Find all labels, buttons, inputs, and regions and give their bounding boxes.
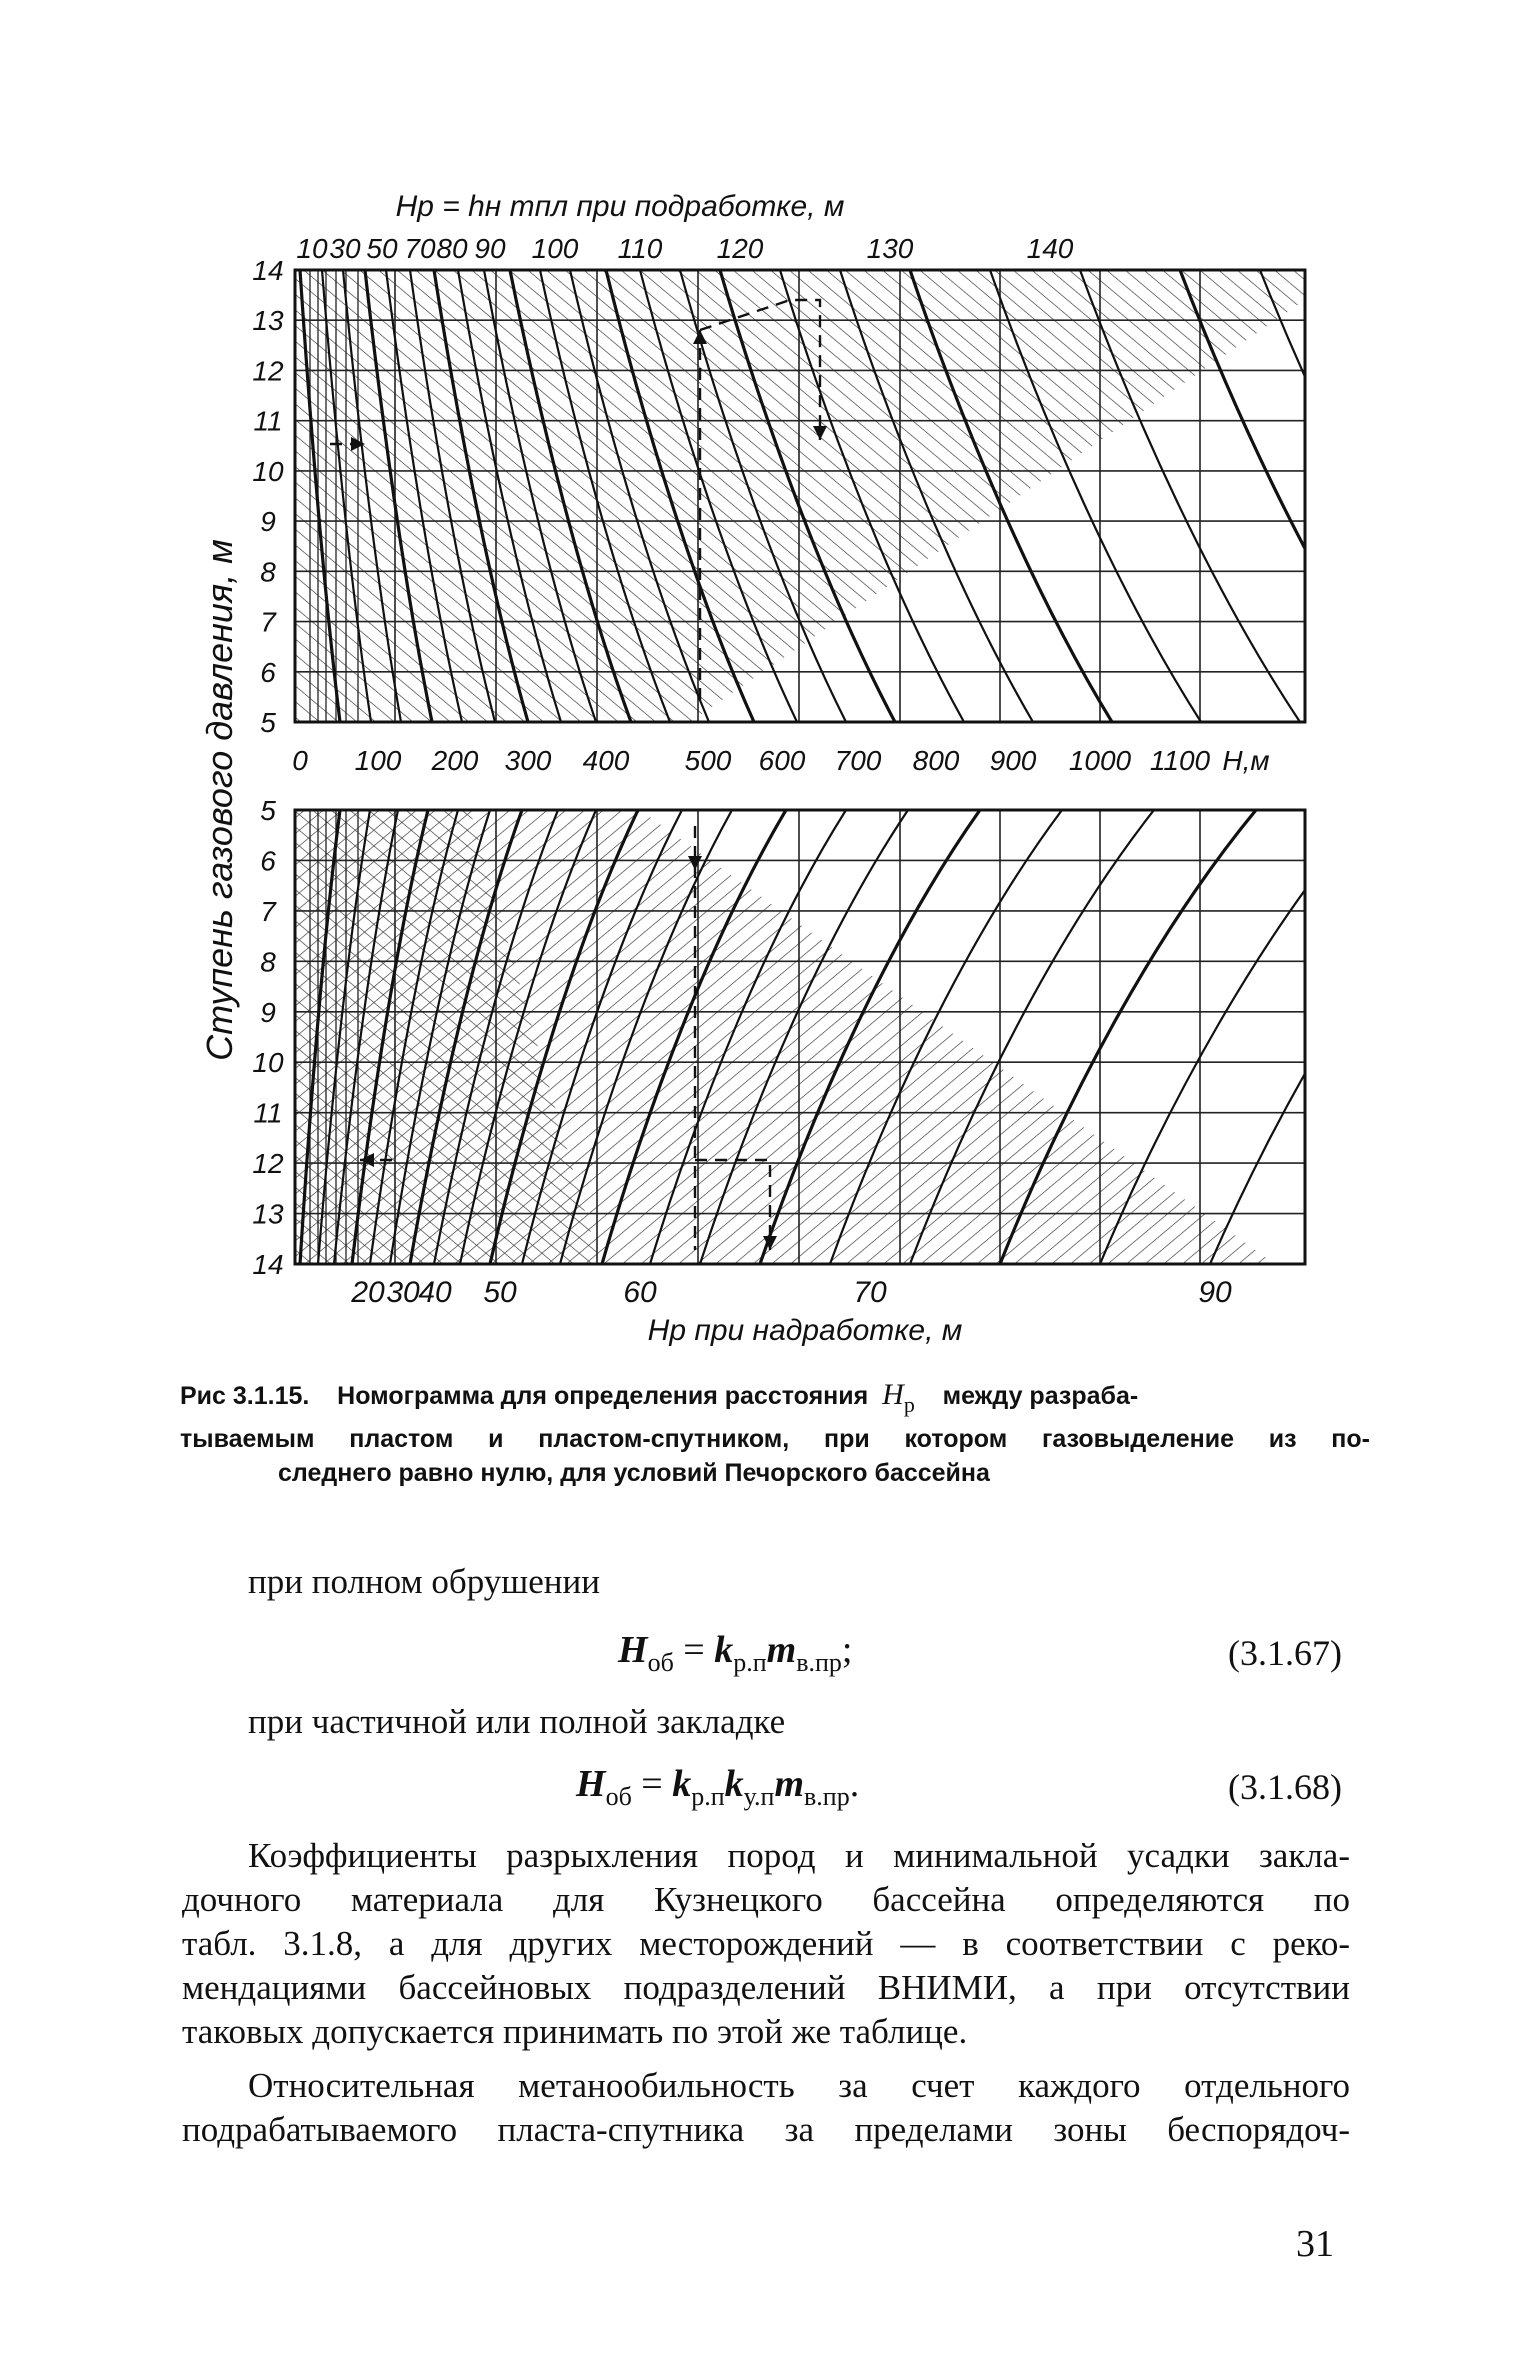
middle-axis-label: 600	[758, 745, 806, 776]
equation-number: (3.1.67)	[1228, 1633, 1342, 1673]
bottom-tick-label: 90	[1198, 1276, 1232, 1309]
paragraph-line: Коэффициенты разрыхления пород и минимальной усадки закла-	[248, 1836, 1350, 1875]
y-tick-label: 10	[252, 455, 284, 487]
paragraph-line: подрабатываемого пласта-спутника за пределами зоны беспорядоч-	[182, 2110, 1350, 2149]
middle-axis-label: H,м	[1222, 745, 1270, 776]
page-number: 31	[1296, 2223, 1334, 2265]
y-tick-label: 10	[252, 1047, 284, 1079]
y-tick-label: 11	[253, 1097, 283, 1129]
figure-caption	[180, 1378, 1370, 1490]
formula-3-1-68: $H_{об} = k_{р.п}k_{у.п}m_{в.пр}$.	[576, 1763, 860, 1811]
middle-axis-label: 800	[912, 745, 960, 776]
y-tick-label: 13	[252, 1198, 284, 1230]
y-tick-label: 6	[260, 656, 276, 688]
middle-axis-label: 200	[431, 745, 479, 776]
middle-axis-label: 1100	[1149, 745, 1211, 776]
contour-curve	[1210, 810, 1490, 1264]
y-axis-title: Ступень газового давления, м	[199, 539, 240, 1061]
top-tick-label: 30	[329, 233, 361, 264]
y-tick-label: 11	[253, 405, 283, 437]
top-tick-label: 110	[617, 233, 663, 264]
top-tick-label: 70	[404, 233, 436, 264]
bottom-tick-label: 20	[351, 1276, 385, 1309]
caption-symbol-sub: р	[903, 1392, 915, 1417]
y-tick-label: 14	[252, 255, 284, 286]
y-tick-label: 8	[260, 556, 276, 588]
top-tick-label: 80	[436, 233, 468, 264]
top-axis-title: Hр = hн mпл при подработке, м	[395, 190, 845, 223]
middle-axis-label: 500	[684, 745, 732, 776]
paragraph-line: мендациями бассейновых подразделений ВНИМИ, а при отсутствии	[182, 1968, 1350, 2007]
contour-curve	[1260, 270, 1498, 722]
y-tick-label: 5	[260, 707, 276, 738]
formula-3-1-67: $H_{об} = k_{р.п}m_{в.пр}$;	[618, 1629, 853, 1677]
bottom-tick-label: 50	[483, 1276, 517, 1309]
y-tick-label: 7	[260, 895, 276, 927]
y-tick-label: 5	[260, 795, 276, 826]
bottom-axis-title: Hр при надработке, м	[647, 1314, 963, 1347]
middle-axis-label: 400	[582, 745, 630, 776]
equation-number: (3.1.68)	[1228, 1767, 1342, 1807]
middle-axis-label: 100	[354, 745, 402, 776]
bottom-tick-label: 30	[386, 1276, 420, 1309]
caption-text-3: следнего равно нулю, для условий Печорского бассейна	[278, 1459, 990, 1487]
upper-chart-panel	[295, 270, 1498, 722]
paragraph-line: таковых допускается принимать по этой же таблице.	[182, 2012, 968, 2051]
middle-axis-label: 300	[504, 745, 552, 776]
bottom-tick-label: 60	[623, 1276, 657, 1309]
top-tick-label: 10	[296, 233, 328, 264]
y-tick-label: 9	[260, 506, 276, 538]
top-tick-label: 50	[366, 233, 398, 264]
caption-label: Рис 3.1.15.	[180, 1382, 310, 1410]
y-tick-label: 12	[252, 1148, 284, 1180]
y-tick-label: 8	[260, 946, 276, 978]
y-tick-label: 14	[252, 1249, 284, 1280]
caption-text-2: тываемым пластом и пластом-спутником, при котором газовыделение из по-	[180, 1425, 1370, 1453]
top-tick-label: 140	[1026, 233, 1074, 264]
middle-axis-label: 900	[989, 745, 1037, 776]
lower-chart-panel	[295, 810, 1490, 1264]
paragraph-line: табл. 3.1.8, а для других месторождений — в соответствии с реко-	[182, 1924, 1350, 1963]
top-tick-label: 90	[474, 233, 506, 264]
middle-axis-label: 700	[834, 745, 882, 776]
bottom-tick-label: 40	[418, 1276, 452, 1309]
text-line: при полном обрушении	[248, 1562, 600, 1601]
middle-axis-label: 0	[292, 745, 308, 776]
y-tick-label: 13	[252, 305, 284, 337]
bottom-tick-label: 70	[853, 1276, 887, 1309]
y-tick-label: 9	[260, 996, 276, 1028]
y-tick-label: 7	[260, 606, 276, 638]
caption-text-1-end: между разраба-	[942, 1382, 1139, 1410]
top-tick-label: 100	[531, 233, 579, 264]
caption-text-1: Номограмма для определения расстояния	[337, 1382, 869, 1410]
y-tick-label: 12	[252, 355, 284, 387]
paragraph-line: Относительная метанообильность за счет каждого отдельного	[248, 2066, 1350, 2105]
top-tick-label: 130	[866, 233, 914, 264]
y-tick-label: 6	[260, 845, 276, 877]
middle-axis-label: 1000	[1068, 745, 1132, 776]
paragraph-line: дочного материала для Кузнецкого бассейна определяются по	[182, 1880, 1350, 1919]
top-tick-label: 120	[716, 233, 764, 264]
text-line: при частичной или полной закладке	[248, 1702, 786, 1741]
caption-symbol: H	[882, 1378, 904, 1411]
